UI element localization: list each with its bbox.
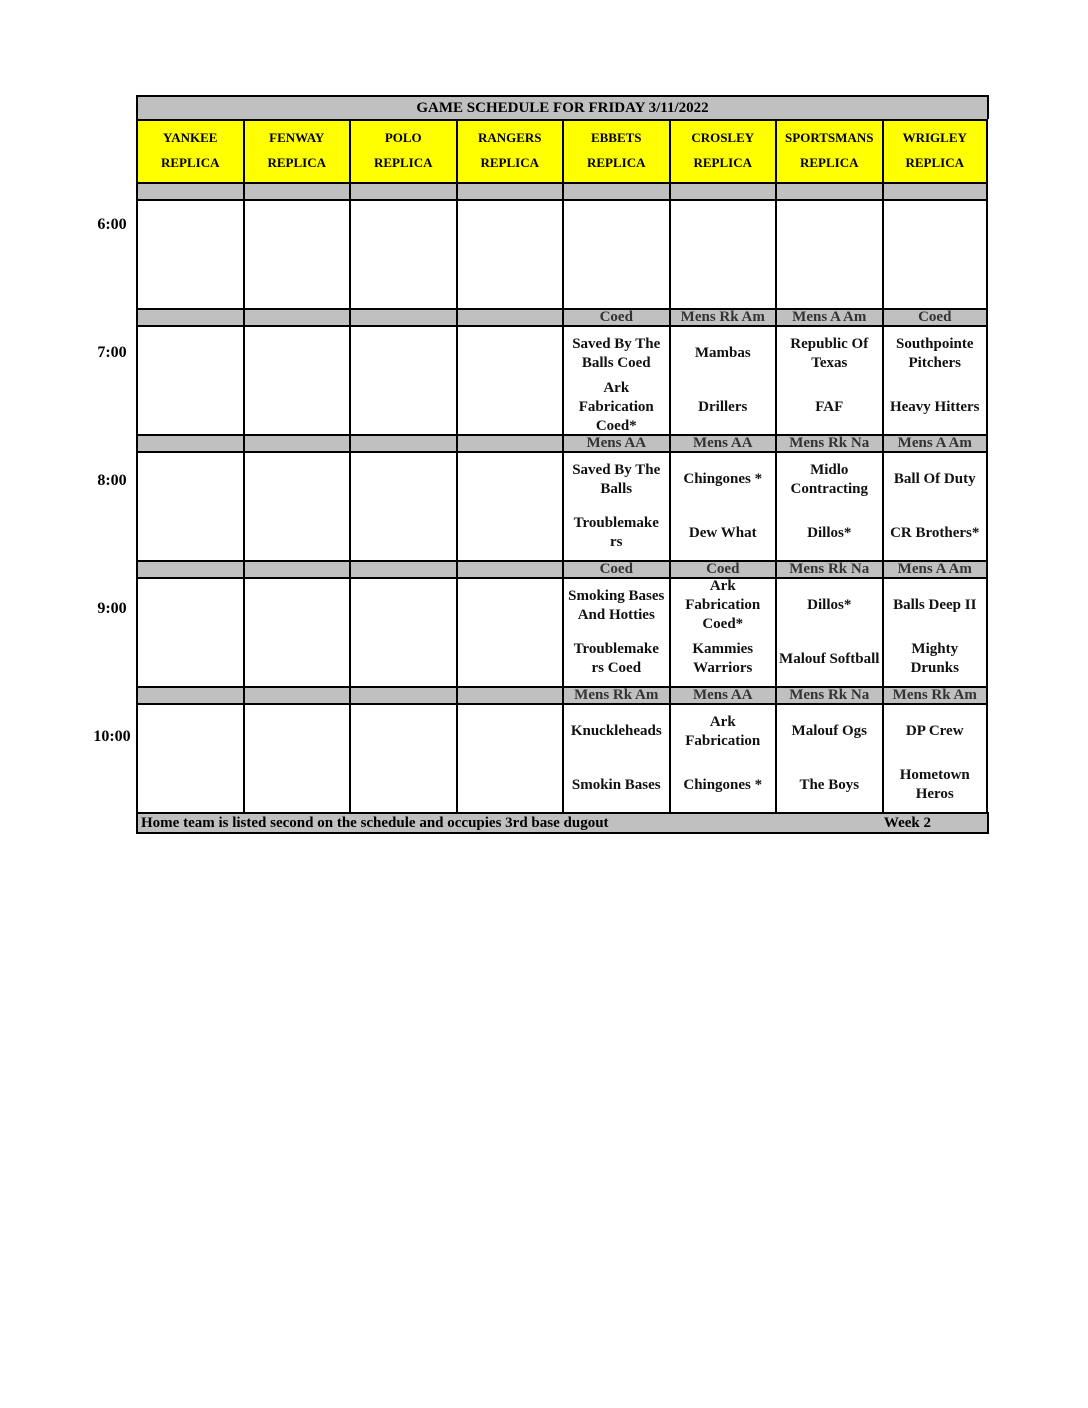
game-cell: [136, 577, 243, 686]
game-cell: [562, 451, 669, 560]
home-team: [458, 759, 563, 813]
home-team: [351, 759, 456, 813]
home-team: Hometown Heros: [899, 767, 970, 803]
field-name: CROSLEY: [691, 129, 755, 145]
game-cell: [243, 199, 350, 308]
division-label: [456, 182, 563, 199]
away-team: Knuckleheads: [570, 723, 662, 740]
home-team: The Boys: [799, 776, 860, 793]
away-team: Smoking Bases And Hotties: [568, 587, 665, 623]
time-slots: [136, 182, 989, 812]
division-label: [243, 308, 350, 325]
home-team: [351, 507, 456, 561]
division-label: [243, 434, 350, 451]
home-team: Malouf Softball: [779, 650, 880, 667]
away-team: [138, 201, 243, 255]
field-subtitle: REPLICA: [267, 155, 326, 171]
away-team: [245, 579, 350, 633]
schedule-footer: [136, 812, 989, 834]
division-row: [136, 560, 989, 577]
game-cell: [349, 199, 456, 308]
game-cell: [136, 325, 243, 434]
division-label: [456, 308, 563, 325]
away-team: [458, 453, 563, 507]
division-label: [136, 434, 243, 451]
home-team: [245, 759, 350, 813]
field-header-row: [136, 119, 989, 182]
home-team: Troublemake rs Coed: [573, 641, 659, 677]
home-team: [138, 255, 243, 309]
home-team: [564, 255, 669, 309]
away-team: Malouf Ogs: [791, 723, 867, 740]
away-team: [245, 453, 350, 507]
away-team: Ark Fabrication Coed*: [685, 579, 761, 633]
away-team: [564, 201, 669, 255]
away-team: [884, 201, 987, 255]
division-label: [669, 182, 776, 199]
away-team: [245, 201, 350, 255]
away-team: [351, 327, 456, 381]
home-team: [671, 255, 776, 309]
away-team: [458, 579, 563, 633]
field-name: EBBETS: [590, 129, 642, 145]
division-label: Coed: [562, 560, 669, 577]
division-label: [562, 182, 669, 199]
home-team: Drillers: [698, 398, 748, 415]
division-label: Mens AA: [669, 686, 776, 703]
schedule-table: [136, 95, 989, 834]
home-team: [245, 507, 350, 561]
home-team: [458, 381, 563, 435]
field-subtitle: REPLICA: [373, 155, 433, 171]
division-label: Mens Rk Am: [669, 308, 776, 325]
away-team: [138, 453, 243, 507]
home-team: Mighty Drunks: [910, 641, 959, 677]
field-header-rangers: [456, 119, 563, 182]
division-row: [136, 308, 989, 325]
division-label: [349, 686, 456, 703]
away-team: [351, 579, 456, 633]
field-subtitle: REPLICA: [586, 155, 646, 171]
division-label: [243, 182, 350, 199]
time-label: 9:00: [97, 600, 127, 617]
home-team: [458, 633, 563, 687]
division-label: Mens Rk Na: [775, 434, 882, 451]
home-team: [138, 381, 243, 435]
division-label: Mens AA: [562, 434, 669, 451]
game-cell: [136, 703, 243, 812]
away-team: [777, 201, 882, 255]
division-label: [243, 560, 350, 577]
division-label: Mens AA: [669, 434, 776, 451]
home-team: [138, 633, 243, 687]
game-cell: [349, 325, 456, 434]
away-team: [245, 705, 350, 759]
game-cell: [349, 703, 456, 812]
field-header-crosley: [669, 119, 776, 182]
home-team: [351, 255, 456, 309]
game-cell: [775, 199, 882, 308]
away-team: Saved By The Balls: [572, 461, 661, 497]
game-cell: [882, 325, 989, 434]
away-team: [351, 201, 456, 255]
game-cell: [882, 199, 989, 308]
home-team: CR Brothers*: [890, 524, 980, 541]
field-header-polo: [349, 119, 456, 182]
away-team: Balls Deep II: [893, 597, 977, 614]
division-label: [136, 182, 243, 199]
game-row: [136, 451, 989, 560]
field-name: SPORTSMANS: [785, 129, 874, 145]
game-cell: [562, 703, 669, 812]
game-cell: [456, 703, 563, 812]
field-name: RANGERS: [477, 129, 542, 145]
game-cell: [669, 703, 776, 812]
home-team: Heavy Hitters: [889, 398, 980, 415]
home-team: Chingones *: [683, 776, 763, 793]
week-label: Week 2: [883, 814, 931, 831]
time-label: 10:00: [93, 728, 131, 745]
division-label: Mens Rk Na: [775, 686, 882, 703]
field-header-yankee: [136, 119, 243, 182]
field-subtitle: REPLICA: [160, 155, 220, 171]
game-cell: [243, 451, 350, 560]
game-cell: [456, 199, 563, 308]
home-team: [884, 255, 987, 309]
game-cell: [669, 199, 776, 308]
game-cell: [775, 325, 882, 434]
division-label: [882, 182, 989, 199]
game-cell: [775, 577, 882, 686]
away-team: [671, 201, 776, 255]
division-label: Mens A Am: [775, 308, 882, 325]
field-header-wrigley: [882, 119, 989, 182]
game-cell: [775, 703, 882, 812]
game-cell: [136, 199, 243, 308]
away-team: [138, 705, 243, 759]
field-subtitle: REPLICA: [693, 155, 752, 171]
away-team: [138, 327, 243, 381]
home-team: [458, 507, 563, 561]
field-name: FENWAY: [269, 129, 325, 145]
division-label: [456, 560, 563, 577]
game-cell: [669, 451, 776, 560]
division-label: [456, 434, 563, 451]
schedule-title: GAME SCHEDULE FOR FRIDAY 3/11/2022: [136, 95, 989, 119]
home-team: [138, 759, 243, 813]
game-cell: [456, 577, 563, 686]
away-team: [458, 201, 563, 255]
home-team: Ark Fabrication Coed*: [578, 380, 654, 434]
game-cell: [243, 703, 350, 812]
field-subtitle: REPLICA: [799, 155, 859, 171]
division-label: [136, 560, 243, 577]
game-row: [136, 199, 989, 308]
away-team: Republic Of Texas: [790, 335, 869, 371]
division-label: [349, 560, 456, 577]
away-team: [458, 327, 563, 381]
division-label: Mens Rk Am: [562, 686, 669, 703]
division-label: [349, 434, 456, 451]
away-team: Midlo Contracting: [790, 461, 868, 497]
field-header-ebbets: [562, 119, 669, 182]
division-row: [136, 182, 989, 199]
away-team: Ball Of Duty: [893, 471, 976, 488]
game-cell: [136, 451, 243, 560]
home-team: Kammies Warriors: [692, 641, 754, 677]
field-header-fenway: [243, 119, 350, 182]
away-team: [245, 327, 350, 381]
division-label: Coed: [882, 308, 989, 325]
game-cell: [882, 577, 989, 686]
game-cell: [562, 325, 669, 434]
field-name: WRIGLEY: [902, 129, 967, 145]
game-cell: [882, 451, 989, 560]
division-label: Mens A Am: [882, 560, 989, 577]
field-name: POLO: [384, 129, 422, 145]
away-team: Dillos*: [807, 597, 852, 614]
home-team: Dillos*: [807, 524, 852, 541]
home-team: [458, 255, 563, 309]
home-team: [245, 255, 350, 309]
home-team: Dew What: [688, 524, 757, 541]
away-team: [458, 705, 563, 759]
home-team: [777, 255, 882, 309]
home-team: [245, 381, 350, 435]
division-label: [136, 308, 243, 325]
division-label: [349, 308, 456, 325]
division-label: [775, 182, 882, 199]
home-team: Troublemake rs: [573, 515, 659, 551]
away-team: Mambas: [694, 345, 751, 362]
home-team: [245, 633, 350, 687]
game-cell: [349, 577, 456, 686]
game-cell: [349, 451, 456, 560]
time-label: 6:00: [97, 216, 127, 233]
away-team: Chingones *: [683, 471, 763, 488]
home-team: FAF: [815, 398, 844, 415]
game-cell: [669, 577, 776, 686]
home-team: Smokin Bases: [571, 776, 661, 793]
game-row: [136, 703, 989, 812]
away-team: Southpointe Pitchers: [895, 335, 974, 371]
footer-note: Home team is listed second on the schedule and occupies 3rd base dugout: [141, 814, 609, 831]
game-cell: [669, 325, 776, 434]
division-label: Coed: [562, 308, 669, 325]
division-label: [349, 182, 456, 199]
home-team: [351, 633, 456, 687]
division-label: [136, 686, 243, 703]
game-row: [136, 325, 989, 434]
field-subtitle: REPLICA: [905, 155, 964, 171]
division-label: Coed: [669, 560, 776, 577]
game-row: [136, 577, 989, 686]
away-team: [351, 705, 456, 759]
division-row: [136, 434, 989, 451]
field-subtitle: REPLICA: [480, 155, 539, 171]
division-label: [243, 686, 350, 703]
away-team: Saved By The Balls Coed: [572, 335, 661, 371]
division-label: Mens A Am: [882, 434, 989, 451]
game-cell: [456, 325, 563, 434]
time-label: 7:00: [97, 344, 127, 361]
division-label: Mens Rk Na: [775, 560, 882, 577]
division-label: Mens Rk Am: [882, 686, 989, 703]
game-cell: [882, 703, 989, 812]
home-team: [138, 507, 243, 561]
game-cell: [562, 199, 669, 308]
away-team: [138, 579, 243, 633]
away-team: DP Crew: [905, 723, 964, 740]
game-cell: [562, 577, 669, 686]
division-row: [136, 686, 989, 703]
field-header-sportsmans: [775, 119, 882, 182]
game-cell: [243, 325, 350, 434]
division-label: [456, 686, 563, 703]
time-label: 8:00: [97, 472, 127, 489]
away-team: [351, 453, 456, 507]
game-cell: [775, 451, 882, 560]
game-cell: [243, 577, 350, 686]
field-name: YANKEE: [163, 129, 218, 145]
home-team: [351, 381, 456, 435]
away-team: Ark Fabrication: [685, 713, 761, 749]
game-cell: [456, 451, 563, 560]
